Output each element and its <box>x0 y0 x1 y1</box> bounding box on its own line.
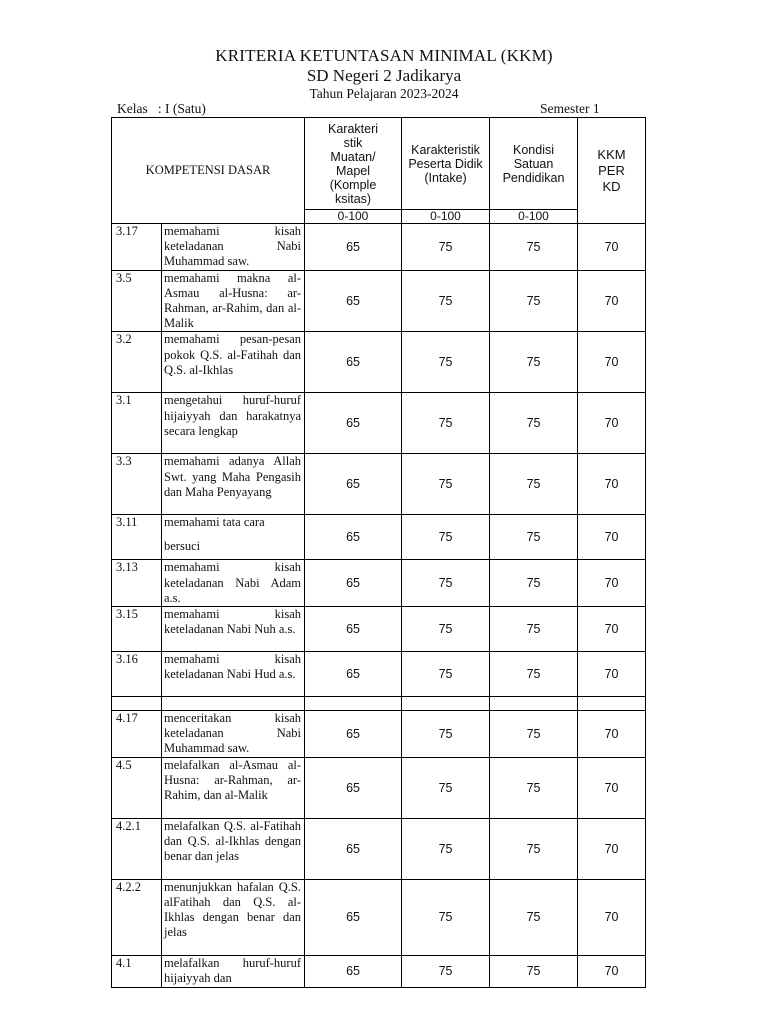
value-satuan: 75 <box>490 818 578 879</box>
kd-number: 3.1 <box>112 393 162 454</box>
value-muatan: 65 <box>305 332 402 393</box>
spacer-cell <box>402 697 490 711</box>
kd-description <box>162 454 305 515</box>
value-muatan: 65 <box>305 652 402 697</box>
table-row <box>112 879 646 955</box>
value-kkm: 70 <box>578 270 646 332</box>
value-satuan: 75 <box>490 332 578 393</box>
value-muatan: 65 <box>305 818 402 879</box>
value-kkm: 70 <box>578 332 646 393</box>
spacer-cell <box>578 697 646 711</box>
value-muatan: 65 <box>305 757 402 818</box>
kd-number: 4.5 <box>112 757 162 818</box>
table-row <box>112 607 646 652</box>
header-satuan-text: Kondisi Satuan Pendidikan <box>502 142 565 185</box>
value-intake: 75 <box>402 332 490 393</box>
kd-description <box>162 757 305 818</box>
document-title: KRITERIA KETUNTASAN MINIMAL (KKM) <box>215 46 553 65</box>
kd-description <box>162 652 305 697</box>
kd-description-text: melafalkan huruf-huruf hijaiyyah dan <box>164 955 302 985</box>
value-satuan: 75 <box>490 454 578 515</box>
value-intake: 75 <box>402 224 490 271</box>
value-intake: 75 <box>402 393 490 454</box>
kd-number: 3.16 <box>112 652 162 697</box>
kd-description-text: memahami kisah keteladanan Nabi Muhammad saw. <box>164 224 302 269</box>
table-body <box>112 224 646 988</box>
spacer-cell <box>112 697 162 711</box>
value-muatan: 65 <box>305 393 402 454</box>
value-muatan: 65 <box>305 224 402 271</box>
kd-description <box>162 879 305 955</box>
spacer-cell <box>305 697 402 711</box>
table-row <box>112 224 646 271</box>
kd-description-text: mengetahui huruf-huruf hijaiyyah dan harakatnya secara lengkap <box>164 393 302 438</box>
kd-description <box>162 393 305 454</box>
header-intake <box>402 118 490 210</box>
table-row <box>112 332 646 393</box>
kd-number: 4.1 <box>112 955 162 987</box>
kd-description <box>162 270 305 332</box>
academic-year: Tahun Pelajaran 2023-2024 <box>309 86 459 101</box>
table-row <box>112 955 646 987</box>
table-row <box>112 711 646 758</box>
header-muatan-text: Karakteri stik Muatan/ Mapel (Komple ksitas) <box>328 121 379 206</box>
table-row <box>112 818 646 879</box>
kd-number: 3.5 <box>112 270 162 332</box>
kd-number: 3.3 <box>112 454 162 515</box>
value-muatan: 65 <box>305 955 402 987</box>
value-satuan: 75 <box>490 879 578 955</box>
value-satuan: 75 <box>490 652 578 697</box>
kd-description-text: memahami kisah keteladanan Nabi Hud a.s. <box>164 652 302 682</box>
value-intake: 75 <box>402 879 490 955</box>
kd-description-text: memahami makna al-Asmau al-Husna: ar-Rahman, ar-Rahim, dan al-Malik <box>164 270 302 331</box>
kd-description <box>162 607 305 652</box>
kd-description <box>162 711 305 758</box>
kd-description <box>162 332 305 393</box>
kd-number: 4.2.2 <box>112 879 162 955</box>
range-satuan: 0-100 <box>490 210 578 224</box>
header-kkm <box>578 118 646 224</box>
kd-description-text: melafalkan Q.S. al-Fatihah dan Q.S. al-Ikhlas dengan benar dan jelas <box>164 818 302 864</box>
kd-description <box>162 560 305 607</box>
kd-description-text: menceritakan kisah keteladanan Nabi Muhammad saw. <box>164 711 302 756</box>
kd-description-text: memahami adanya Allah Swt. yang Maha Pengasih dan Maha Penyayang <box>164 454 302 499</box>
header-kkm-text: KKM PER KD <box>597 146 626 194</box>
kd-number: 3.17 <box>112 224 162 271</box>
kd-description <box>162 818 305 879</box>
kd-number: 3.11 <box>112 515 162 560</box>
value-kkm: 70 <box>578 393 646 454</box>
value-kkm: 70 <box>578 879 646 955</box>
kd-description-text: melafalkan al-Asmau al-Husna: ar-Rahman, ar-Rahim, dan al-Malik <box>164 757 302 803</box>
kd-description-text: memahami pesan-pesan pokok Q.S. al-Fatihah dan Q.S. al-Ikhlas <box>164 332 302 377</box>
value-kkm: 70 <box>578 818 646 879</box>
spacer-cell <box>490 697 578 711</box>
value-satuan: 75 <box>490 757 578 818</box>
value-muatan: 65 <box>305 879 402 955</box>
table-row <box>112 757 646 818</box>
kd-description-text-continued: bersuci <box>164 538 201 553</box>
value-muatan: 65 <box>305 560 402 607</box>
value-intake: 75 <box>402 607 490 652</box>
school-name: SD Negeri 2 Jadikarya <box>306 66 462 85</box>
table-row <box>112 652 646 697</box>
table-row <box>112 454 646 515</box>
kd-description <box>162 515 305 560</box>
kd-description-text: menunjukkan hafalan Q.S. alFatihah dan Q.S. al-Ikhlas dengan benar dan jelas <box>164 879 302 940</box>
value-intake: 75 <box>402 270 490 332</box>
value-satuan: 75 <box>490 224 578 271</box>
value-muatan: 65 <box>305 711 402 758</box>
range-muatan: 0-100 <box>305 210 402 224</box>
kkm-table <box>111 117 646 988</box>
value-intake: 75 <box>402 757 490 818</box>
value-intake: 75 <box>402 560 490 607</box>
value-intake: 75 <box>402 818 490 879</box>
value-muatan: 65 <box>305 270 402 332</box>
table-row <box>112 515 646 560</box>
header-muatan <box>305 118 402 210</box>
header-kompetensi-dasar: KOMPETENSI DASAR <box>112 118 305 224</box>
table-row <box>112 393 646 454</box>
table-row-spacer <box>112 697 646 711</box>
kd-description <box>162 224 305 271</box>
kd-number: 3.13 <box>112 560 162 607</box>
value-kkm: 70 <box>578 515 646 560</box>
semester-label: Semester 1 <box>540 101 600 116</box>
value-intake: 75 <box>402 711 490 758</box>
value-satuan: 75 <box>490 955 578 987</box>
value-muatan: 65 <box>305 515 402 560</box>
table-row <box>112 560 646 607</box>
kd-number: 3.15 <box>112 607 162 652</box>
value-kkm: 70 <box>578 955 646 987</box>
header-satuan <box>490 118 578 210</box>
value-intake: 75 <box>402 515 490 560</box>
kd-number: 4.2.1 <box>112 818 162 879</box>
value-satuan: 75 <box>490 607 578 652</box>
range-intake: 0-100 <box>402 210 490 224</box>
value-intake: 75 <box>402 652 490 697</box>
value-kkm: 70 <box>578 454 646 515</box>
value-kkm: 70 <box>578 652 646 697</box>
value-satuan: 75 <box>490 560 578 607</box>
value-kkm: 70 <box>578 757 646 818</box>
kd-description-text: memahami kisah keteladanan Nabi Adam a.s. <box>164 560 302 605</box>
kd-description-text: memahami tata cara <box>164 515 265 530</box>
value-muatan: 65 <box>305 454 402 515</box>
spacer-cell <box>162 697 305 711</box>
value-intake: 75 <box>402 454 490 515</box>
header-intake-text: Karakteristik Peserta Didik (Intake) <box>408 142 483 185</box>
value-satuan: 75 <box>490 270 578 332</box>
class-label: Kelas : I (Satu) <box>117 101 206 116</box>
value-kkm: 70 <box>578 224 646 271</box>
value-satuan: 75 <box>490 711 578 758</box>
kd-description-text: memahami kisah keteladanan Nabi Nuh a.s. <box>164 607 302 637</box>
value-satuan: 75 <box>490 515 578 560</box>
value-satuan: 75 <box>490 393 578 454</box>
kd-number: 3.2 <box>112 332 162 393</box>
value-intake: 75 <box>402 955 490 987</box>
table-row <box>112 270 646 332</box>
value-muatan: 65 <box>305 607 402 652</box>
value-kkm: 70 <box>578 607 646 652</box>
value-kkm: 70 <box>578 711 646 758</box>
kd-description <box>162 955 305 987</box>
value-kkm: 70 <box>578 560 646 607</box>
kd-number: 4.17 <box>112 711 162 758</box>
